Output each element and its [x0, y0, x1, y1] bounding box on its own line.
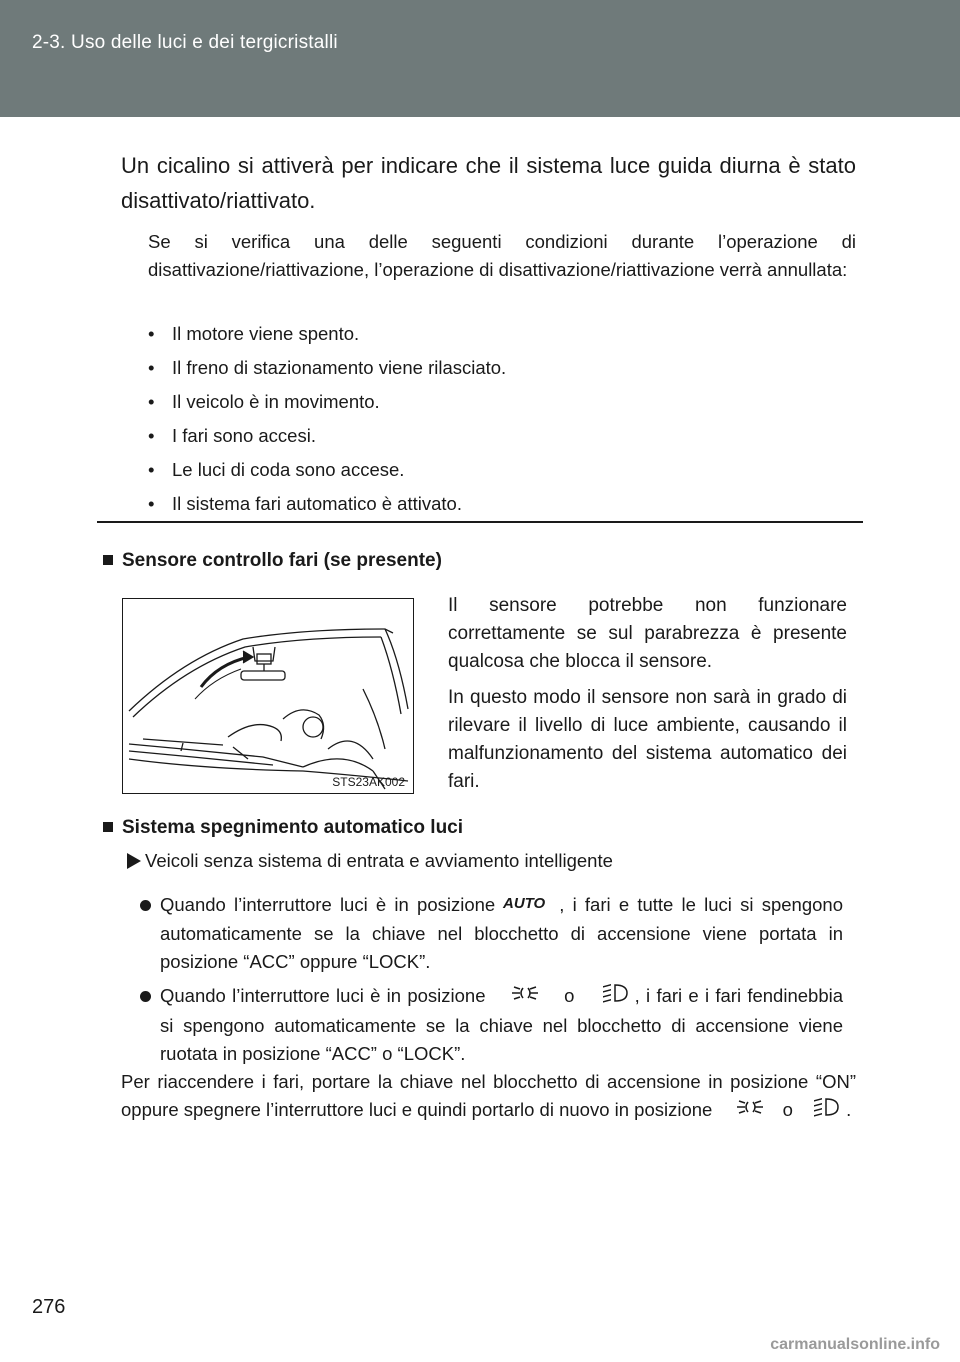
- list-item: • Il sistema fari automatico è attivato.: [148, 493, 462, 514]
- windshield-sensor-illustration: [122, 598, 414, 794]
- conditions-list: [148, 317, 858, 521]
- sensor-paragraph-2: In questo modo il sensore non sarà in grado di rilevare il livello di luce ambiente, causando il malfunzionamento del sistema automatico dei fari.: [448, 687, 847, 792]
- square-bullet-icon: [103, 555, 113, 565]
- note-paragraph: Se si verifica una delle seguenti condizioni durante l’operazione di disattivazione/riattivazione, l’operazione di disattivazione/riattivazione verrà annullata:: [148, 231, 856, 280]
- reactivation-paragraph: Per riaccendere i fari, portare la chiave nel blocchetto di accensione in posizione “ON” oppure spegnere l’interruttore luci e quindi portarlo di nuovo in posizione o .: [121, 1068, 856, 1126]
- section-title: 2-3. Uso delle luci e dei tergicristalli: [32, 32, 338, 53]
- intro-paragraph: Un cicalino si attiverà per indicare che il sistema luce guida diurna è stato disattivato/riattivato.: [121, 153, 856, 213]
- triangle-pointer-icon: [127, 853, 141, 869]
- svg-text:AUTO: AUTO: [503, 895, 546, 913]
- headlight-icon: [810, 1096, 842, 1126]
- figure-code: STS23AK002: [332, 775, 405, 789]
- list-item: • Il motore viene spento.: [148, 323, 360, 344]
- auto-light-icon: [499, 892, 555, 920]
- list-item: Quando l’interruttore luci è in posizione o , i fari e i fari fendinebbia si spengono automaticamente se la chiave nel blocchetto di accensione viene ruotata in posizione “ACC” o “LOCK”.: [140, 982, 843, 1066]
- watermark: carmanualsonline.info: [770, 1336, 940, 1353]
- bullet-dot-icon: [140, 991, 151, 1002]
- sensor-paragraph-1: Il sensore potrebbe non funzionare correttamente se sul parabrezza è presente qualcosa che blocca il sensore.: [448, 595, 847, 672]
- page-header: [0, 0, 960, 117]
- section-heading-sensor: Sensore controllo fari (se presente): [103, 550, 442, 572]
- bullet-dot-icon: [140, 900, 151, 911]
- page-number: 276: [32, 1296, 66, 1318]
- tail-light-icon: [735, 1097, 765, 1125]
- square-bullet-icon: [103, 822, 113, 832]
- section-heading-auto-off: Sistema spegnimento automatico luci: [103, 817, 463, 839]
- list-item: • Il freno di stazionamento viene rilasciato.: [148, 357, 507, 378]
- list-item: • Il veicolo è in movimento.: [148, 391, 380, 412]
- vehicle-condition: Veicoli senza sistema di entrata e avviamento intelligente: [127, 850, 613, 872]
- windshield-drawing: [123, 599, 412, 792]
- divider: [97, 521, 863, 523]
- tail-light-icon: [510, 983, 540, 1011]
- list-item: • Le luci di coda sono accese.: [148, 459, 405, 480]
- list-item: • I fari sono accesi.: [148, 425, 316, 446]
- list-item: Quando l’interruttore luci è in posizione AUTO , i fari e tutte le luci si spengono automaticamente se la chiave nel blocchetto di accensione viene portata in posizione “ACC” oppure “LOCK”.: [140, 891, 843, 975]
- headlight-icon: [599, 982, 631, 1012]
